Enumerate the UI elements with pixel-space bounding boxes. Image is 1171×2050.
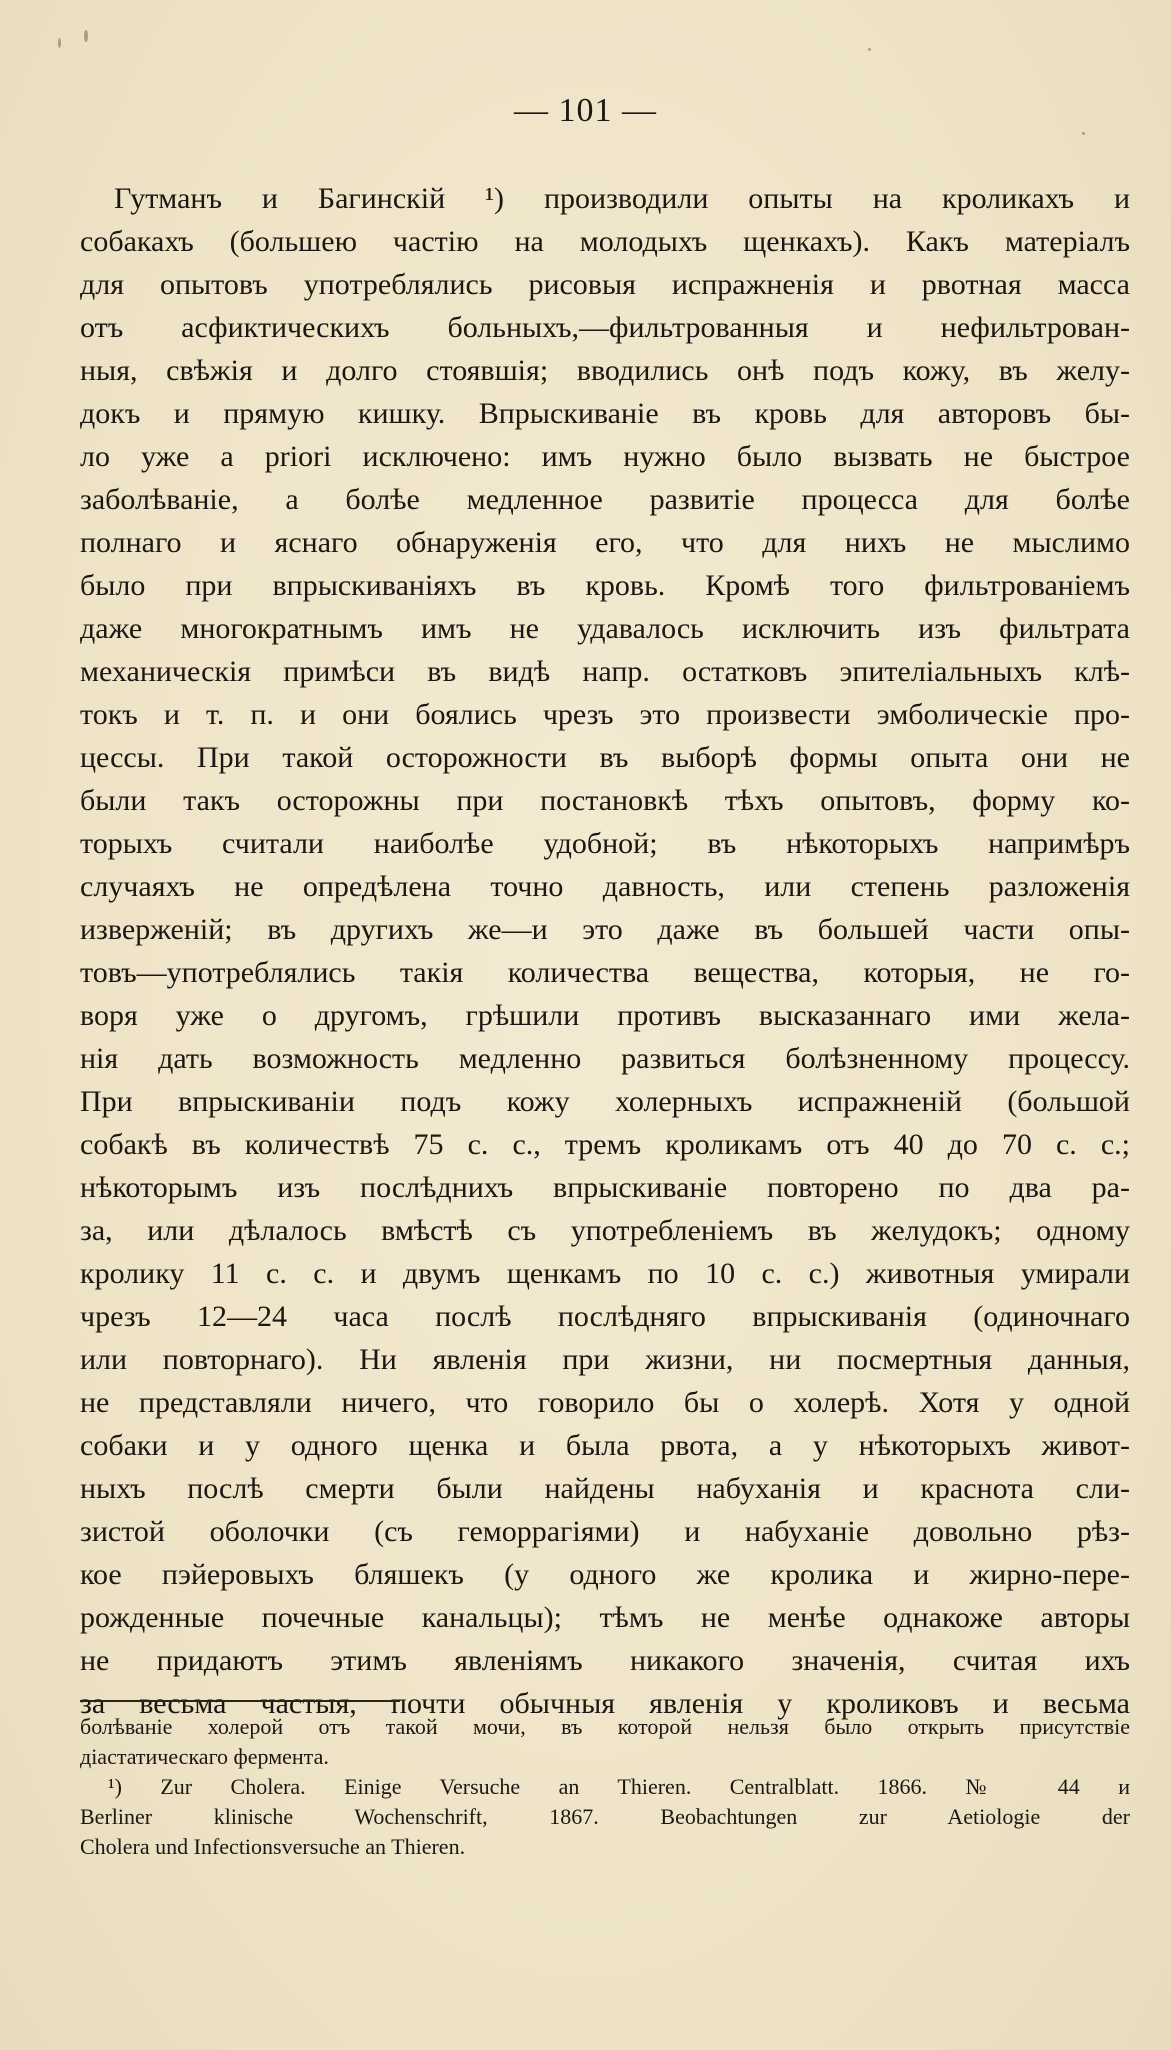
text-line: отъ асфиктическихъ больныхъ,—фильтрованныя и нефильтрован- (80, 311, 1130, 344)
text-line: для опытовъ употреблялись рисовыя испражненiя и рвотная масса (80, 268, 1130, 301)
footnote-continuation-line: болѣванiе холерой отъ такой мочи, въ которой нельзя было открыть присутствiе (80, 1714, 1130, 1739)
text-line: или повторнаго). Ни явленiя при жизни, ни посмертныя данныя, (80, 1343, 1130, 1376)
text-line: изверженiй; въ другихъ же—и это даже въ большей части опы- (80, 913, 1130, 946)
paper-speck (58, 38, 61, 48)
text-line: докъ и прямую кишку. Впрыскиванiе въ кровь для авторовъ бы- (80, 397, 1130, 430)
text-line: за, или дѣлалось вмѣстѣ съ употребленiемъ въ желудокъ; одному (80, 1214, 1130, 1247)
text-line: нѣкоторымъ изъ послѣднихъ впрыскиванiе повторено по два ра- (80, 1171, 1130, 1204)
text-line: полнаго и яснаго обнаруженiя его, что для нихъ не мыслимо (80, 526, 1130, 559)
text-line: механическiя примѣси въ видѣ напр. остатковъ эпителiальныхъ клѣ- (80, 655, 1130, 688)
text-line: зистой оболочки (съ геморрагiями) и набуханiе довольно рѣз- (80, 1515, 1130, 1548)
footnote-continuation-line: дiастатическаго фермента. (80, 1744, 329, 1769)
text-line: не придаютъ этимъ явленiямъ никакого значенiя, считая ихъ (80, 1644, 1130, 1677)
text-line: кое пэйеровыхъ бляшекъ (у одного же кролика и жирно-пере- (80, 1558, 1130, 1591)
paper-speck (1082, 132, 1085, 135)
footnote-1-line: Cholera und Infectionsversuche an Thieren. (80, 1834, 466, 1859)
footnote-1-line: Berliner klinische Wochenschrift, 1867. Beobachtungen zur Aetiologie der (80, 1804, 1130, 1829)
text-line: были такъ осторожны при постановкѣ тѣхъ опытовъ, форму ко- (80, 784, 1130, 817)
text-line: кролику 11 c. c. и двумъ щенкамъ по 10 c. c.) животныя умирали (80, 1257, 1130, 1290)
paper-speck (868, 48, 871, 51)
text-line: собакѣ въ количествѣ 75 c. c., тремъ кроликамъ отъ 40 до 70 c. c.; (80, 1128, 1130, 1161)
text-line: случаяхъ не опредѣлена точно давность, или степень разложенiя (80, 870, 1130, 903)
text-line: ныя, свѣжiя и долго стоявшiя; вводились онѣ подъ кожу, въ желу- (80, 354, 1130, 387)
text-line: собаки и у одного щенка и была рвота, а у нѣкоторыхъ живот- (80, 1429, 1130, 1462)
text-line: нiя дать возможность медленно развиться болѣзненному процессу. (80, 1042, 1130, 1075)
text-line: торыхъ считали наиболѣе удобной; въ нѣкоторыхъ напримѣръ (80, 827, 1130, 860)
page-number: — 101 — (514, 92, 657, 129)
text-line: за весьма частыя, почти обычныя явленiя у кроликовъ и весьма (80, 1687, 1130, 1720)
text-line: заболѣванiе, а болѣе медленное развитiе процесса для болѣе (80, 483, 1130, 516)
text-line: собакахъ (большею частiю на молодыхъ щенкахъ). Какъ матерiалъ (80, 225, 1130, 258)
text-line: рожденные почечные канальцы); тѣмъ не менѣе однакоже авторы (80, 1601, 1130, 1634)
main-text (80, 177, 1130, 1725)
text-line: чрезъ 12—24 часа послѣ послѣдняго впрыскиванiя (одиночнаго (80, 1300, 1130, 1333)
text-line: Гутманъ и Багинскiй ¹) производили опыты на кроликахъ и (114, 182, 1130, 215)
text-line: даже многократнымъ имъ не удавалось исключить изъ фильтрата (80, 612, 1130, 645)
footnotes (80, 1712, 1130, 1862)
footnote-divider (80, 1700, 400, 1702)
paper-speck (84, 30, 88, 42)
text-line: воря уже о другомъ, грѣшили противъ высказаннаго ими жела- (80, 999, 1130, 1032)
text-line: не представляли ничего, что говорило бы о холерѣ. Хотя у одной (80, 1386, 1130, 1419)
text-line: При впрыскиванiи подъ кожу холерныхъ испражненiй (большой (80, 1085, 1130, 1118)
text-line: ныхъ послѣ смерти были найдены набуханiя и краснота сли- (80, 1472, 1130, 1505)
text-line: цессы. При такой осторожности въ выборѣ формы опыта они не (80, 741, 1130, 774)
text-line: токъ и т. п. и они боялись чрезъ это произвести эмболическiе про- (80, 698, 1130, 731)
text-line: товъ—употреблялись такiя количества вещества, которыя, не го- (80, 956, 1130, 989)
text-line: ло уже a priori исключено: имъ нужно было вызвать не быстрое (80, 440, 1130, 473)
footnote-1-line: ¹) Zur Cholera. Einige Versuche an Thieren. Centralblatt. 1866. № 44 и (108, 1774, 1130, 1799)
text-line: было при впрыскиванiяхъ въ кровь. Кромѣ того фильтрованiемъ (80, 569, 1130, 602)
